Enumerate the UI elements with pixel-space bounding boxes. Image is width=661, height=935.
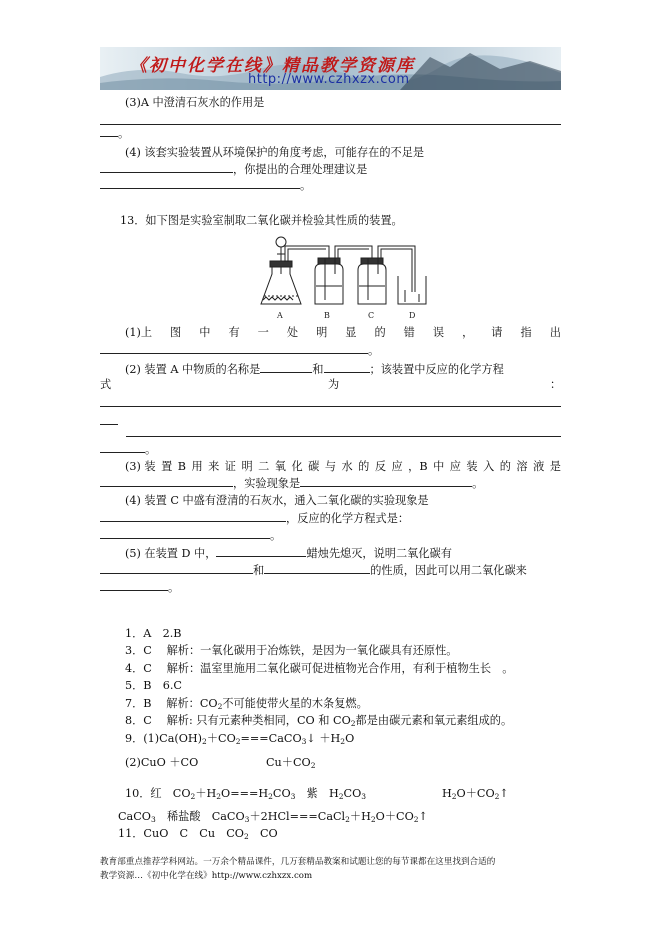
answer-blank[interactable] bbox=[100, 579, 168, 591]
answer-blank[interactable] bbox=[260, 361, 312, 373]
q13-part5-line2: 和 的性质，因此可以用二氧化碳来 bbox=[100, 562, 527, 578]
answer-blank[interactable] bbox=[100, 177, 300, 189]
answer-5: 5．B 6.C bbox=[125, 679, 182, 692]
answer-blank[interactable] bbox=[100, 527, 270, 539]
q13-part1: (1)上 图 中 有 一 处 明 显 的 错 误 ， 请 指 出 bbox=[125, 326, 561, 339]
answer-9-1: 9．$(1)Ca(OH)_2+CO_2===CaCO_3↓ +H_2O$ bbox=[125, 732, 355, 746]
footer-line2: 教学资源…《初中化学在线》http://www.czhxzx.com bbox=[100, 871, 313, 881]
header-banner bbox=[100, 47, 561, 90]
q12-part3-line2: 。 bbox=[100, 125, 129, 141]
q12-part4-line3: 。 bbox=[100, 177, 311, 193]
q13-title: 13．如下图是实验室制取二氧化碳并检验其性质的装置。 bbox=[120, 214, 403, 227]
label-d: D bbox=[409, 311, 416, 320]
answer-blank[interactable] bbox=[100, 562, 253, 574]
footer-line1: 教育部重点推荐学科网站。一万余个精品课件，几万套精品教案和试题让您的每节课都在这里找到合适的 bbox=[100, 857, 496, 867]
answer-line bbox=[126, 436, 561, 437]
answer-4: 4．C 解析：温室里施用二氧化碳可促进植物光合作用，有利于植物生长 。 bbox=[125, 662, 514, 675]
answer-9-2: (2)CuO ＋CO bbox=[125, 756, 199, 769]
q13-part4-line2: ，反应的化学方程式是： bbox=[100, 510, 409, 526]
answer-line bbox=[100, 124, 561, 125]
answer-3: 3．C 解析：一氧化碳用于冶炼铁，是因为一氧化碳具有还原性。 bbox=[125, 644, 458, 657]
answer-blank[interactable] bbox=[264, 562, 370, 574]
answer-blank[interactable] bbox=[100, 125, 118, 137]
q13-part2: (2) 装置 A 中物质的名称是 和 ；该装置中反应的化学方程 bbox=[125, 363, 504, 376]
q12-part3: (3)A 中澄清石灰水的作用是 bbox=[125, 96, 265, 109]
banner-title: 《初中化学在线》精品教学资源库 bbox=[130, 56, 415, 76]
footer-url[interactable]: http://www.czhxzx.com bbox=[211, 871, 313, 881]
q12-part4: (4) 该套实验装置从环境保护的角度考虑，可能存在的不足是 bbox=[125, 146, 425, 159]
answer-10-decomp: $H_2O+CO_2↑$ bbox=[442, 787, 509, 801]
q12-part4-line2: ，你提出的合理处理建议是 bbox=[100, 161, 367, 177]
apparatus-figure bbox=[255, 234, 430, 324]
answer-blank[interactable] bbox=[100, 441, 145, 453]
answer-blank[interactable] bbox=[100, 475, 233, 487]
answer-blank[interactable] bbox=[300, 475, 472, 487]
answer-1: 1．A 2.B bbox=[125, 627, 182, 640]
answer-blank[interactable] bbox=[100, 510, 286, 522]
q13-part2-end: 。 bbox=[100, 441, 156, 457]
footer bbox=[100, 855, 495, 883]
label-b: B bbox=[324, 311, 330, 320]
q13-part3-line2: ，实验现象是 。 bbox=[100, 475, 483, 491]
answer-11: 11．CuO C Cu $CO_2$ CO bbox=[118, 827, 278, 841]
label-c: C bbox=[368, 311, 375, 320]
answer-10-1: 10．红 $CO_2+H_2O===H_2CO_3$ 紫 $H_2CO_3$ bbox=[125, 787, 367, 801]
q13-part5: (5) 在装置 D 中， 蜡烛先熄灭，说明二氧化碳有 bbox=[125, 547, 452, 560]
answer-blank[interactable] bbox=[324, 361, 370, 373]
answer-8: 8．C 解析: 只有元素种类相同，CO 和 $CO_2$都是由碳元素和氧元素组成的。 bbox=[125, 714, 513, 728]
q13-part3: (3) 装 置 B 用 来 证 明 二 氧 化 碳 与 水 的 反 应 ，B 中 应 装 入 的 溶 液 是 bbox=[125, 460, 561, 473]
answer-7: 7．B 解析：$CO_2$不可能使带火星的木条复燃。 bbox=[125, 697, 368, 711]
answer-line bbox=[100, 406, 561, 407]
q13-part4-line3: 。 bbox=[100, 527, 281, 543]
answer-blank[interactable] bbox=[216, 545, 306, 557]
q13-part5-line3: 。 bbox=[100, 579, 179, 595]
banner-url[interactable]: http://www.czhxzx.com bbox=[248, 72, 410, 87]
q13-part4: (4) 装置 C 中盛有澄清的石灰水，通入二氧化碳的实验现象是 bbox=[125, 494, 429, 507]
answer-10-2: CaCO$_3$ 稀盐酸 $CaCO_3+2HCl===CaCl_2+H_2O+CO_2↑$ bbox=[118, 810, 428, 824]
answer-9-2-product: $Cu+CO_2$ bbox=[266, 756, 316, 770]
answer-blank[interactable] bbox=[100, 161, 233, 173]
answer-blank[interactable] bbox=[100, 342, 368, 354]
label-a: A bbox=[277, 311, 283, 320]
q13-part1-line2: 。 bbox=[100, 342, 379, 358]
answer-line bbox=[100, 424, 118, 425]
